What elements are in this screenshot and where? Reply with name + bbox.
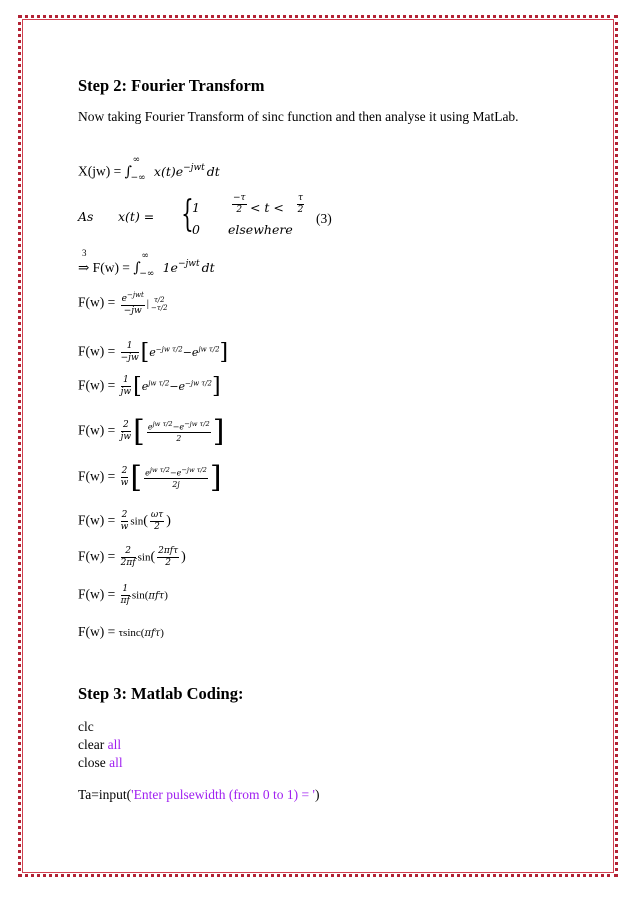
step3-heading: Step 3: Matlab Coding: [78,684,244,703]
derivation-step-1: F(w) = $\frac{e^{-jwt}}{-jw}$ | τ/2 −τ/2 [78,291,168,316]
derivation-step-4: F(w) = $\frac{2}{jw}$ [ $\frac{e^{jw \tau/2}-e^{-jw \tau/2}}{2}$ ] [78,414,225,449]
derivation-step-8: F(w) = $\frac{1}{\pi f}$ sin(πfτ) [78,584,168,606]
piecewise-definition: As x(t) = { 1 $\frac{-\tau}{2}$ < t < $\frac{\tau}{2}$ 0 elsewhere (3) [78,193,332,237]
code-line-clear: clear all [78,737,122,752]
step2-section [78,76,548,128]
code-line-close: close all [78,755,123,770]
derivation-step-6: F(w) = $\frac{2}{w}$ sin( $\frac{\omega\tau}{2}$ ) [78,510,171,532]
code-line-clc: clc [78,719,94,734]
matlab-code-block [78,718,319,804]
fourier-transform-equation: X(jw) = ∫ ∞ −∞ $x(t)e^{-jwt}$ dt [78,154,220,183]
substituted-integral: 3 ⇒ F(w) = ∫ ∞ −∞ $1e^{-jwt}$ dt [78,248,215,279]
derivation-step-5: F(w) = $\frac{2}{w}$ [ $\frac{e^{jw \tau/2}-e^{-jw \tau/2}}{2j}$ ] [78,460,222,495]
step2-heading: Step 2: Fourier Transform [78,76,265,95]
derivation-step-2: F(w) = $\frac{1}{-jw}$ $[e^{-jw \tau/2}-e^{jw \tau/2}]$ [78,340,229,365]
derivation-step-7: F(w) = $\frac{2}{2\pi f}$ sin( $\frac{\text{2πfτ}}{2}$ ) [78,546,186,568]
derivation-step-9: F(w) = τsinc(πfτ) [78,624,164,639]
derivation-step-3: F(w) = $\frac{1}{jw}$ $[e^{jw \tau/2}-e^{-jw \tau/2}]$ [78,374,221,399]
step2-intro: Now taking Fourier Transform of sinc function and then analyse it using MatLab. [78,109,519,124]
code-line-input: Ta=input('Enter pulsewidth (from 0 to 1) = ') [78,787,320,802]
